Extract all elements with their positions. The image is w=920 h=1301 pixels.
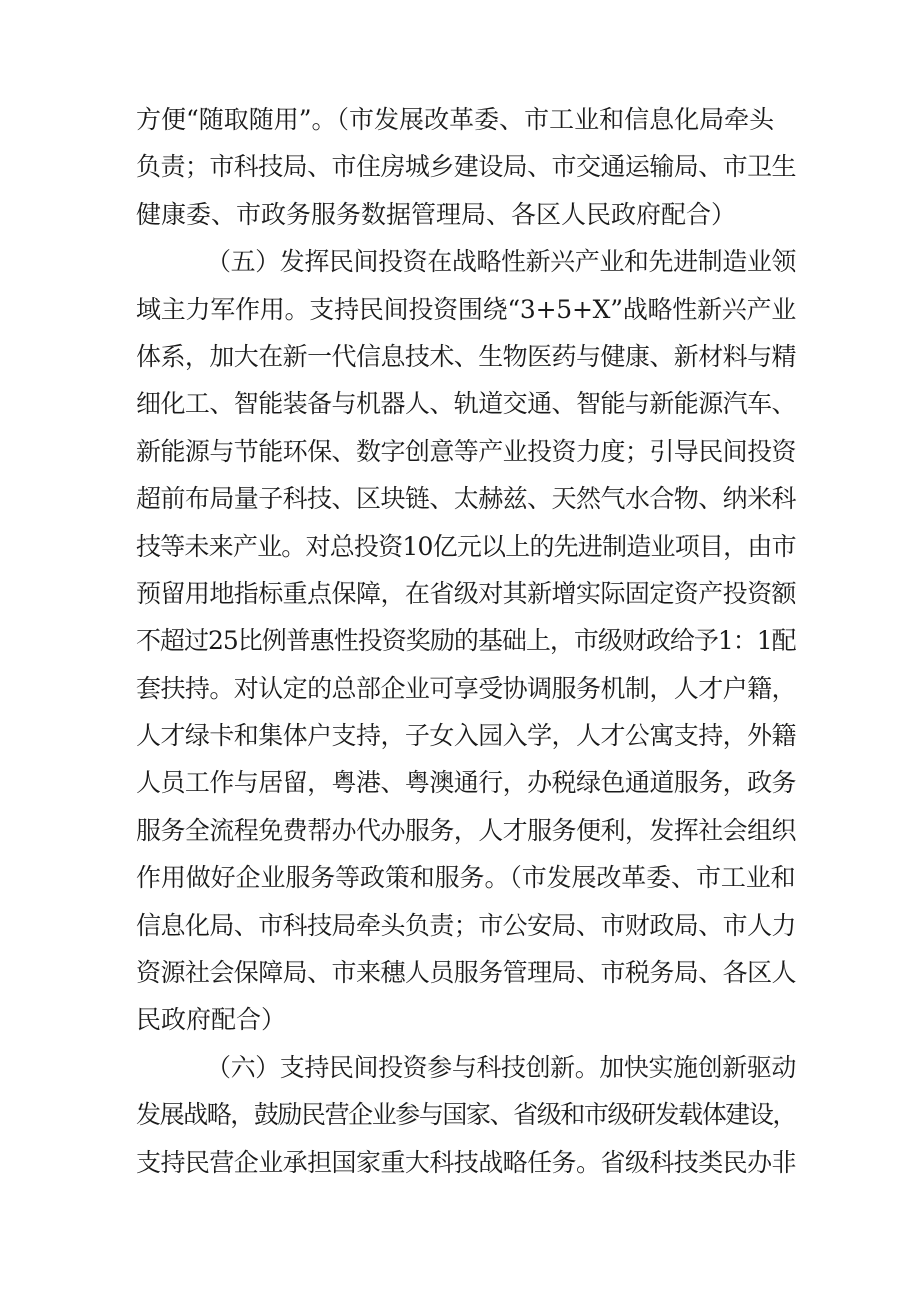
paragraph-line: 体系，加大在新一代信息技术、生物医药与健康、新材料与精 [136,341,797,371]
paragraph-line: 套扶持。对认定的总部企业可享受协调服务机制，人才户籍， [136,673,797,703]
paragraph-line: 细化工、智能装备与机器人、轨道交通、智能与新能源汽车、 [136,389,797,419]
paragraph-line: 作用做好企业服务等政策和服务。（市发展改革委、市工业和 [136,863,796,893]
paragraph-line: 支持民营企业承担国家重大科技战略任务。省级科技类民办非 [136,1147,797,1177]
paragraph-line: 域主力军作用。支持民间投资围绕“3+5+X”战略性新兴产业 [136,294,797,324]
paragraph-line: 新能源与节能环保、数字创意等产业投资力度；引导民间投资 [136,436,797,466]
paragraph-line: 不超过25比例普惠性投资奖励的基础上，市级财政给予1：1配 [136,626,796,656]
paragraph-line: 方便“随取随用”。（市发展改革委、市工业和信息化局牵头 [136,105,775,134]
paragraph-line: 负责；市科技局、市住房城乡建设局、市交通运输局、市卫生 [136,152,797,182]
paragraph-line: 健康委、市政务服务数据管理局、各区人民政府配合） [136,199,737,229]
paragraph-line: 资源社会保障局、市来穗人员服务管理局、市税务局、各区人 [136,958,797,988]
paragraph-line: 民政府配合） [136,1005,287,1035]
document-body [136,96,796,1186]
paragraph-line: 人才绿卡和集体户支持，子女入园入学，人才公寓支持，外籍 [136,721,797,751]
paragraph-line: 预留用地指标重点保障，在省级对其新增实际固定资产投资额 [136,578,797,608]
paragraph-line: 服务全流程免费帮办代办服务，人才服务便利，发挥社会组织 [136,815,797,845]
section-heading-line: （六）支持民间投资参与科技创新。加快实施创新驱动 [206,1052,797,1082]
paragraph-line: 超前布局量子科技、区块链、太赫兹、天然气水合物、纳米科 [136,484,797,514]
paragraph-line: 发展战略，鼓励民营企业参与国家、省级和市级研发载体建设， [136,1100,797,1130]
paragraph-line: 人员工作与居留，粤港、粤澳通行，办税绿色通道服务，政务 [136,768,797,798]
paragraph-line: 信息化局、市科技局牵头负责；市公安局、市财政局、市人力 [136,910,797,940]
section-heading-line: （五）发挥民间投资在战略性新兴产业和先进制造业领 [206,247,797,277]
paragraph-line: 技等未来产业。对总投资10亿元以上的先进制造业项目，由市 [136,531,796,561]
